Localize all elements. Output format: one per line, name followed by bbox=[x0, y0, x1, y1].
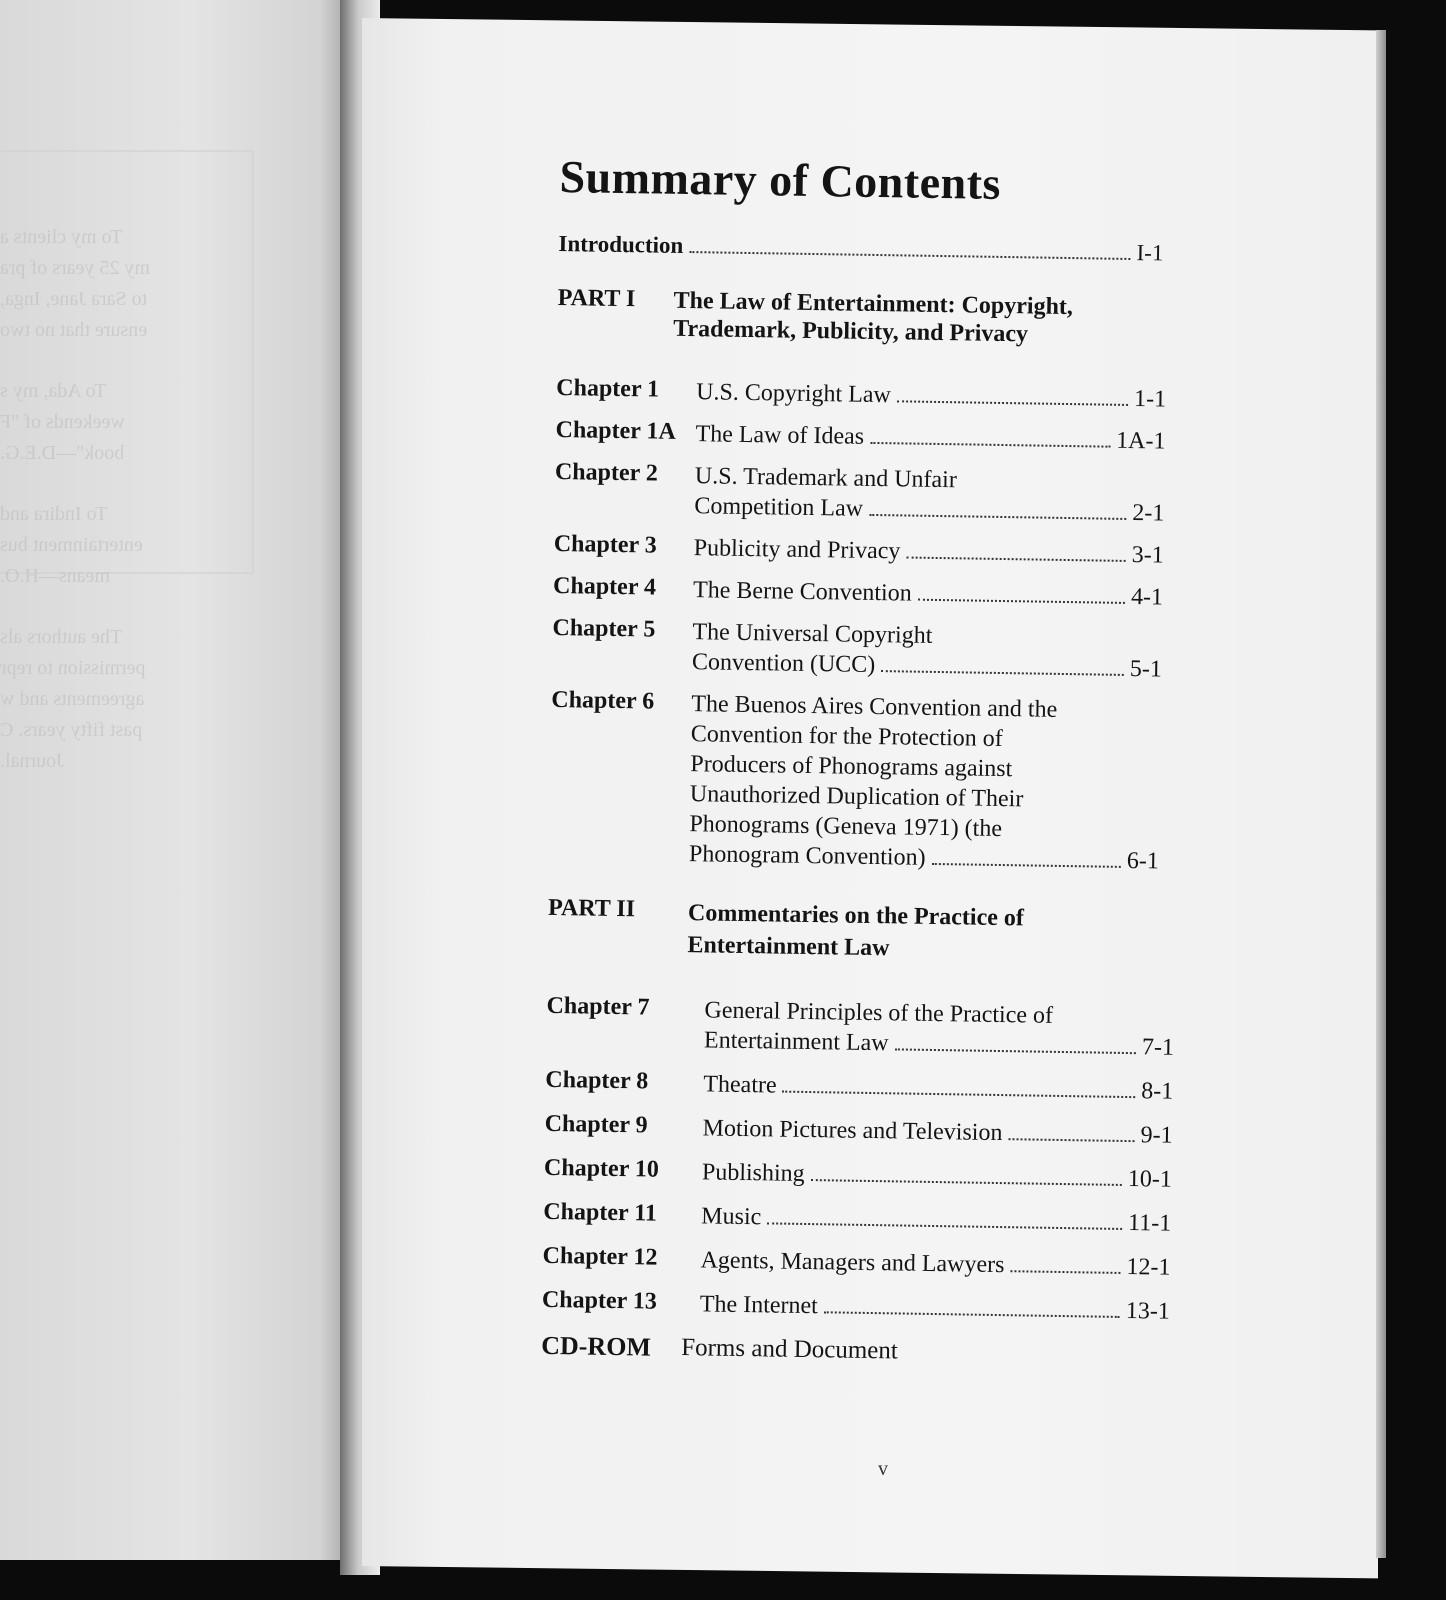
bleed-line: To my clients a bbox=[0, 226, 123, 248]
part-label: PART II bbox=[547, 894, 636, 923]
chapter-title: Agents, Managers and Lawyers bbox=[700, 1247, 1005, 1279]
bleed-line: to Sara Jane, Inga, bbox=[0, 288, 148, 310]
page-number: v bbox=[878, 1458, 888, 1480]
chapter-title-line: Unauthorized Duplication of Their bbox=[689, 781, 1024, 813]
chapter-page: 1A-1 bbox=[1115, 427, 1166, 455]
chapter-page: 12-1 bbox=[1126, 1254, 1171, 1281]
chapter-title: Publishing bbox=[701, 1159, 805, 1187]
bleed-line: agreements and w bbox=[0, 688, 145, 710]
part2-chapters bbox=[542, 993, 1207, 1327]
toc-entry bbox=[544, 1111, 1204, 1151]
toc-entry bbox=[556, 375, 1216, 415]
bleed-line: To Ada, my s bbox=[0, 380, 107, 402]
toc-entry bbox=[543, 1199, 1203, 1239]
chapter-label: Chapter 6 bbox=[551, 686, 655, 715]
bleed-line: The authors als bbox=[0, 626, 123, 648]
toc-introduction bbox=[558, 229, 1218, 269]
dot-leader bbox=[870, 442, 1110, 448]
bleed-line: means—H.O. bbox=[0, 565, 110, 587]
chapter-title-line: General Principles of the Practice of bbox=[704, 997, 1054, 1029]
dot-leader bbox=[869, 514, 1126, 520]
dot-leader bbox=[906, 556, 1125, 561]
chapter-page: 3-1 bbox=[1131, 542, 1164, 569]
bleed-line: permission to repr bbox=[0, 657, 146, 679]
chapter-label: Chapter 2 bbox=[554, 458, 659, 487]
part-title-line: Trademark, Publicity, and Privacy bbox=[673, 315, 1029, 348]
part-heading bbox=[547, 895, 1208, 969]
chapter-page: 10-1 bbox=[1127, 1166, 1173, 1193]
chapter-page: 8-1 bbox=[1141, 1078, 1174, 1105]
chapter-label: Chapter 11 bbox=[543, 1198, 658, 1227]
dot-leader bbox=[689, 251, 1130, 260]
chapter-label: Chapter 7 bbox=[546, 992, 650, 1021]
chapter-title-line: The Universal Copyright bbox=[692, 619, 933, 649]
bleed-line: my 25 years of pra bbox=[0, 257, 150, 279]
chapter-page: 1-1 bbox=[1133, 386, 1167, 413]
chapter-title: The Internet bbox=[699, 1291, 819, 1320]
dot-leader bbox=[897, 400, 1128, 406]
toc-entry bbox=[549, 687, 1212, 877]
bleed-line: book"—D.E.G. bbox=[0, 442, 125, 464]
chapter-page: 6-1 bbox=[1126, 847, 1160, 875]
chapter-label: Chapter 5 bbox=[552, 614, 656, 643]
bleed-line: ensure that no two bbox=[0, 319, 148, 341]
left-page bbox=[0, 0, 348, 1560]
chapter-title: Theatre bbox=[703, 1071, 777, 1099]
chapter-title: Publicity and Privacy bbox=[693, 535, 901, 565]
dot-leader bbox=[767, 1222, 1122, 1230]
part-title-line: The Law of Entertainment: Copyright, bbox=[673, 287, 1074, 321]
toc-entry bbox=[542, 1243, 1202, 1283]
chapter-label: Chapter 4 bbox=[552, 572, 657, 601]
chapter-title: Motion Pictures and Television bbox=[702, 1115, 1003, 1147]
chapter-page: 2-1 bbox=[1132, 500, 1165, 527]
chapter-label: Chapter 1A bbox=[555, 416, 677, 445]
dot-leader bbox=[931, 863, 1120, 868]
toc-entry bbox=[546, 993, 1207, 1063]
chapter-title-line: The Buenos Aires Convention and the bbox=[691, 691, 1058, 723]
bleed-line: Journal. bbox=[0, 750, 64, 772]
dot-leader bbox=[918, 599, 1125, 604]
part-label: PART I bbox=[557, 284, 636, 313]
cdrom-text: Forms and Document bbox=[680, 1334, 899, 1365]
toc-entry bbox=[553, 573, 1213, 613]
chapter-page: 13-1 bbox=[1125, 1298, 1171, 1325]
chapter-label: Chapter 8 bbox=[545, 1066, 649, 1095]
toc-entry bbox=[552, 615, 1213, 685]
chapter-label: Chapter 3 bbox=[553, 530, 657, 559]
chapter-title: Convention (UCC) bbox=[691, 649, 876, 679]
toc-entry bbox=[545, 1067, 1205, 1107]
chapter-title-line: Convention for the Protection of bbox=[690, 721, 1003, 753]
chapter-label: Chapter 9 bbox=[544, 1110, 648, 1139]
table-of-contents bbox=[541, 150, 1220, 1371]
chapter-label: Chapter 13 bbox=[541, 1286, 658, 1315]
bleed-line: past fifty years. C bbox=[0, 719, 143, 741]
introduction-label: Introduction bbox=[558, 230, 684, 258]
chapter-title: Entertainment Law bbox=[703, 1027, 889, 1057]
part1-chapters bbox=[549, 375, 1217, 877]
dot-leader bbox=[824, 1311, 1120, 1318]
part-title-line: Commentaries on the Practice of bbox=[687, 900, 1025, 932]
part-title-line: Entertainment Law bbox=[687, 932, 890, 962]
bleed-line: weekends of "F bbox=[0, 411, 125, 433]
dot-leader bbox=[881, 670, 1124, 676]
chapter-title-line: Producers of Phonograms against bbox=[690, 751, 1013, 783]
toc-entry bbox=[554, 459, 1215, 529]
chapter-page: 7-1 bbox=[1141, 1034, 1175, 1061]
dot-leader bbox=[1010, 1270, 1120, 1274]
toc-entry bbox=[554, 531, 1214, 571]
chapter-page: 9-1 bbox=[1140, 1122, 1173, 1149]
page-title: Summary of Contents bbox=[559, 150, 1002, 209]
chapter-title: The Berne Convention bbox=[692, 577, 912, 607]
chapter-title: Music bbox=[701, 1203, 762, 1231]
bleed-through-text bbox=[0, 222, 230, 777]
dot-leader bbox=[811, 1179, 1122, 1186]
dot-leader bbox=[894, 1048, 1135, 1054]
chapter-title-line: U.S. Trademark and Unfair bbox=[694, 463, 958, 494]
chapter-title: U.S. Copyright Law bbox=[696, 379, 892, 409]
chapter-label: Chapter 12 bbox=[542, 1242, 658, 1271]
introduction-page: I-1 bbox=[1136, 240, 1164, 266]
bleed-line: To Indira and bbox=[0, 503, 108, 525]
toc-entry bbox=[542, 1287, 1202, 1327]
chapter-page: 5-1 bbox=[1129, 656, 1163, 683]
chapter-page: 4-1 bbox=[1130, 584, 1164, 611]
dot-leader bbox=[1008, 1138, 1134, 1142]
bleed-line: entertainment bus bbox=[0, 534, 143, 556]
dot-leader bbox=[783, 1091, 1136, 1099]
chapter-label: Chapter 10 bbox=[543, 1154, 660, 1183]
chapter-title: Phonogram Convention) bbox=[688, 841, 926, 871]
toc-entry bbox=[555, 417, 1215, 457]
chapter-title-line: Phonograms (Geneva 1971) (the bbox=[689, 811, 1003, 843]
chapter-page: 11-1 bbox=[1127, 1210, 1172, 1237]
page-edge bbox=[1376, 30, 1386, 1558]
cdrom-label: CD-ROM bbox=[540, 1330, 652, 1362]
chapter-label: Chapter 1 bbox=[556, 374, 660, 403]
part-heading bbox=[557, 285, 1218, 351]
toc-entry bbox=[544, 1155, 1204, 1195]
chapter-title: The Law of Ideas bbox=[695, 421, 865, 450]
chapter-title: Competition Law bbox=[694, 493, 864, 522]
